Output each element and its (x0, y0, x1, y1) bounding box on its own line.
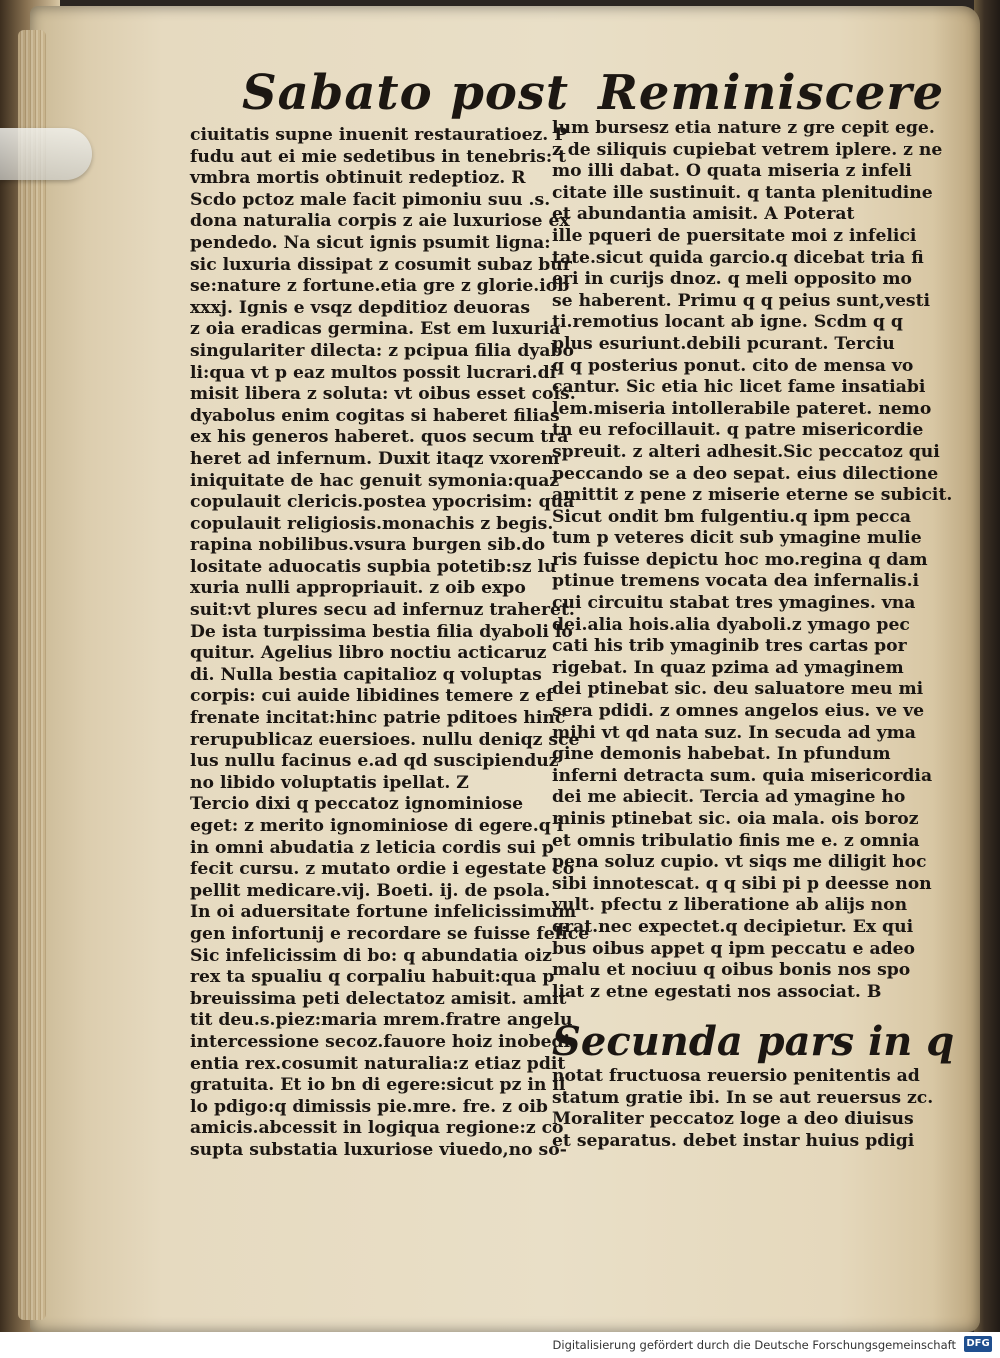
text-line: sic luxuria dissipat z cosumit subaz bur (190, 254, 572, 275)
text-line: lus nullu facinus e.ad qd suscipienduz (190, 751, 559, 772)
text-line: sibi innotescat. q q sibi pi p deesse non (552, 873, 932, 894)
text-line: lositate aduocatis supbia potetib:sz lu (190, 556, 557, 577)
text-line: sera pdidi. z omnes angelos eius. ve ve (552, 701, 925, 722)
text-line: quitur. Agelius libro noctiu acticaruz (190, 643, 547, 664)
text-line: rerupublicaz euersioes. nullu deniqz sce (190, 729, 580, 750)
text-line: ciuitatis supne inuenit restauratioez. P (190, 125, 568, 145)
text-line: vmbra mortis obtinuit redeptioz. R (190, 168, 526, 189)
text-line: bus oibus appet q ipm peccatu e adeo (552, 938, 916, 959)
text-line: suit:vt plures secu ad infernuz traheret. (190, 600, 575, 621)
text-line: in omni abudatia z leticia cordis sui p (190, 837, 554, 858)
text-line: misit libera z soluta: vt oibus esset cois. (190, 384, 576, 405)
text-line: rex ta spualiu q corpaliu habuit:qua p (190, 967, 555, 988)
text-line: tum p veteres dicit sub ymagine mulie (552, 528, 922, 549)
text-line: dei ptinebat sic. deu saluatore meu mi (552, 679, 924, 700)
text-line: dei me abiecit. Tercia ad ymagine ho (552, 787, 906, 808)
text-line: heret ad infernum. Duxit itaqz vxorem (190, 448, 560, 469)
text-line: mihi vt qd nata suz. In secuda ad yma (552, 722, 916, 743)
text-line: cati his trib ymaginib tres cartas por (552, 636, 907, 657)
text-column-left (190, 125, 590, 1162)
text-line: notat fructuosa reuersio penitentis ad (552, 1066, 920, 1086)
text-line: In oi aduersitate fortune infelicissimum (190, 902, 577, 923)
text-line: peccando se a deo sepat. eius dilectione (552, 463, 939, 484)
text-line: breuissima peti delectatoz amisit. amit (190, 988, 567, 1009)
text-line: z oia eradicas germina. Est em luxuria (190, 319, 561, 340)
text-column-right-lower (552, 1066, 934, 1152)
text-line: intercessione secoz.fauore hoiz inobedi (190, 1031, 571, 1052)
text-line: tit deu.s.piez:maria mrem.fratre angelu (190, 1010, 573, 1031)
text-line: liat z etne egestati nos associat. B (552, 981, 882, 1002)
text-line: gen infortunij e recordare se fuisse felice (190, 923, 590, 944)
text-line: di. Nulla bestia capitalioz q voluptas (190, 664, 542, 685)
text-line: corpis: cui auide libidines temere z ef (190, 686, 554, 707)
text-line: malu et nociuu q oibus bonis nos spo (552, 960, 911, 981)
text-line: ille pqueri de puersitate moi z infelici (552, 225, 917, 246)
text-line: et separatus. debet instar huius pdigi (552, 1130, 915, 1151)
text-line: Scdo pctoz male facit pimoniu suu .s. (190, 189, 551, 210)
text-line: rigebat. In quaz pzima ad ymaginem (552, 657, 904, 678)
text-line: et abundantia amisit. A Poterat (552, 204, 855, 225)
text-line: statum gratie ibi. In se aut reuersus zc. (552, 1087, 934, 1108)
text-line: ris fuisse depictu hoc mo.regina q dam (552, 549, 928, 570)
text-line: ex his generos haberet. quos secum tra (190, 427, 569, 448)
running-header-left: Sabato post (242, 65, 570, 121)
text-line: no libido voluptatis ipellat. Z (190, 772, 469, 793)
funding-notice: Digitalisierung gefördert durch die Deutsche Forschungsgemeinschaft (552, 1338, 956, 1352)
section-heading: Secunda pars in q (552, 1018, 955, 1065)
text-line: tn eu refocillauit. q patre misericordie (552, 420, 924, 441)
text-line: copulauit clericis.postea ypocrisim: qua (190, 492, 575, 513)
text-line: Tercio dixi q peccatoz ignominiose (190, 794, 524, 815)
dfg-logo: DFG (964, 1336, 992, 1352)
text-line: singulariter dilecta: z pcipua filia dyabo (190, 340, 574, 361)
bookmark-strip (0, 128, 92, 180)
text-line: eri in curijs dnoz. q meli opposito mo (552, 269, 913, 290)
text-line: rapina nobilibus.vsura burgen sib.do (190, 535, 546, 556)
text-line: mo illi dabat. O quata miseria z infeli (552, 161, 912, 182)
text-line: xuria nulli appropriauit. z oib expo (190, 578, 526, 599)
text-line: vult. pfectu z liberatione ab alijs non (552, 895, 908, 916)
text-line: Sic infelicissim di bo: q abundatia oiz (190, 945, 552, 966)
text-line: fecit cursu. z mutato ordie i egestate co (190, 859, 575, 880)
text-line: amicis.abcessit in logiqua regione:z co (190, 1118, 564, 1139)
text-line: ti.remotius locant ab igne. Scdm q q (552, 312, 903, 333)
text-line: lum bursesz etia nature z gre cepit ege. (552, 118, 935, 138)
text-line: dyabolus enim cogitas si haberet filias (190, 405, 560, 426)
text-line: z de siliquis cupiebat vetrem iplere. z ne (552, 139, 943, 160)
text-line: dona naturalia corpis z aie luxuriose ex (190, 211, 570, 232)
text-line: Sicut ondit bm fulgentiu.q ipm pecca (552, 506, 911, 527)
text-line: lem.miseria intollerabile pateret. nemo (552, 398, 932, 419)
text-line: ptinue tremens vocata dea infernalis.i (552, 571, 920, 592)
text-line: inferni detracta sum. quia misericordia (552, 765, 933, 786)
text-line: tate.sicut quida garcio.q dicebat tria fi (552, 247, 924, 268)
text-line: gratuita. Et io bn di egere:sicut pz in il (190, 1075, 566, 1096)
text-line: se:nature z fortune.etia gre z glorie.iob (190, 276, 570, 297)
text-line: De ista turpissima bestia filia dyaboli lo (190, 621, 573, 642)
text-line: dei.alia hois.alia dyaboli.z ymago pec (552, 614, 910, 635)
text-line: qrat.nec expectet.q decipietur. Ex qui (552, 916, 914, 937)
text-line: xxxj. Ignis e vsqz depditioz deuoras (190, 297, 530, 318)
text-line: copulauit religiosis.monachis z begis. (190, 513, 554, 534)
text-line: plus esuriunt.debili pcurant. Terciu (552, 333, 895, 354)
text-line: cantur. Sic etia hic licet fame insatiabi (552, 377, 926, 398)
text-column-right (552, 118, 953, 1003)
footer-bar (0, 1332, 1000, 1358)
text-line: se haberent. Primu q q peius sunt,vesti (552, 290, 931, 311)
text-line: pena soluz cupio. vt siqs me diligit hoc (552, 852, 927, 873)
text-line: pellit medicare.vij. Boeti. ij. de psola. (190, 880, 551, 901)
text-line: cui circuitu stabat tres ymagines. vna (552, 593, 916, 614)
text-line: lo pdigo:q dimissis pie.mre. fre. z oib (190, 1096, 548, 1117)
text-line: frenate incitat:hinc patrie pditoes hinc (190, 708, 566, 729)
text-line: supta substatia luxuriose viuedo,no so- (190, 1139, 567, 1160)
text-line: et omnis tribulatio finis me e. z omnia (552, 830, 920, 851)
text-line: citate ille sustinuit. q tanta plenitudine (552, 182, 933, 203)
text-line: minis ptinebat sic. oia mala. ois boroz (552, 809, 919, 829)
text-line: fudu aut ei mie sedetibus in tenebris: t (190, 146, 567, 167)
text-line: amittit z pene z miserie eterne se subicit. (552, 485, 953, 506)
text-line: entia rex.cosumit naturalia:z etiaz pdit (190, 1053, 566, 1074)
text-line: q q posterius ponut. cito de mensa vo (552, 355, 914, 376)
text-line: li:qua vt p eaz multos possit lucrari.di (190, 362, 557, 383)
text-line: iniquitate de hac genuit symonia:quaz (190, 470, 560, 491)
text-line: pendedo. Na sicut ignis psumit ligna: (190, 232, 551, 253)
page-stack-edge (18, 30, 46, 1320)
text-line: spreuit. z alteri adhesit.Sic peccatoz qui (552, 441, 940, 462)
text-line: gine demonis habebat. In pfundum (552, 744, 891, 765)
text-line: eget: z merito ignominiose di egere.q i (190, 816, 564, 836)
running-header-right: Reminiscere (598, 65, 945, 121)
text-line: Moraliter peccatoz loge a deo diuisus (552, 1109, 914, 1130)
